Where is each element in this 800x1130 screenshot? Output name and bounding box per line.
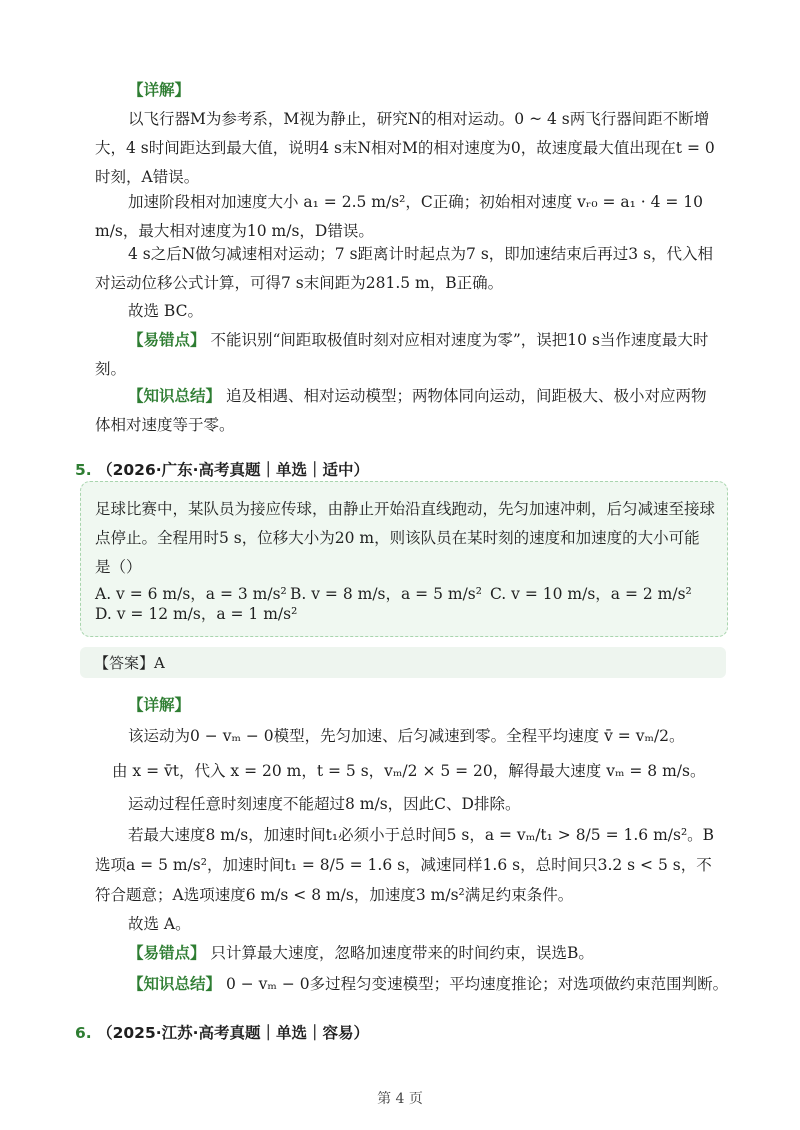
solution-line: 该运动为0 − vₘ − 0模型，先匀加速、后匀减速到零。全程平均速度 v̄ = vₘ/2。	[128, 727, 685, 745]
summary-text: 0 − vₘ − 0多过程匀变速模型；平均速度推论；对选项做约束范围判断。	[225, 975, 729, 993]
question-source: （2025·江苏·高考真题｜单选｜容易）	[97, 1024, 370, 1042]
explanation-paragraph: 加速阶段相对加速度大小 a₁ = 2.5 m/s²，C正确；初始相对速度 vᵣ₀ = a₁ · 4 = 10 m/s，最大相对速度为10 m/s，D错误。	[95, 193, 704, 240]
mistake-paragraph	[128, 939, 594, 968]
mistake-text: 不能识别“间距取极值时刻对应相对速度为零”，误把10 s当作速度最大时刻。	[95, 331, 709, 378]
page-number: 第 4 页	[377, 1091, 423, 1107]
question-number: 6.	[75, 1024, 92, 1042]
question-header	[75, 458, 369, 480]
mistake-paragraph	[95, 326, 720, 384]
question-stem: 足球比赛中，某队员为接应传球，由静止开始沿直线跑动，先匀加速冲刺，后匀减速至接球点停止。全程用时5 s，位移大小为20 m，则该队员在某时刻的速度和加速度的大小可能是（）	[95, 500, 716, 576]
solution-line: 由 x = v̄t，代入 x = 20 m，t = 5 s，vₘ/2 × 5 = 20，解得最大速度 vₘ = 8 m/s。	[112, 762, 706, 780]
conclusion-text: 故选 BC。	[128, 302, 203, 320]
answer-bar	[80, 647, 726, 678]
summary-label: 【知识总结】	[128, 975, 222, 993]
option-c: C. v = 10 m/s，a = 2 m/s²	[490, 585, 692, 603]
option-b: B. v = 8 m/s，a = 5 m/s²	[290, 585, 482, 603]
solution-line: 运动过程任意时刻速度不能超过8 m/s，因此C、D排除。	[128, 795, 521, 813]
explanation-paragraph: 以飞行器M为参考系，M视为静止，研究N的相对运动。0 ~ 4 s两飞行器间距不断增大，4 s时间距达到最大值，说明4 s末N相对M的相对速度为0，故速度最大值出现在t = 0时刻，A错误。	[95, 110, 715, 186]
mistake-label: 【易错点】	[128, 944, 206, 962]
summary-paragraph	[95, 382, 720, 440]
summary-paragraph	[128, 970, 728, 999]
summary-text: 追及相遇、相对运动模型；两物体同向运动，间距极大、极小对应两物体相对速度等于零。	[95, 387, 707, 434]
detail-label: 【详解】	[128, 696, 191, 714]
question-header	[75, 1021, 369, 1043]
option-a: A. v = 6 m/s，a = 3 m/s²	[95, 585, 287, 603]
question-number: 5.	[75, 461, 92, 479]
mistake-text: 只计算最大速度，忽略加速度带来的时间约束，误选B。	[210, 944, 594, 962]
conclusion-text: 故选 A。	[128, 915, 191, 933]
solution-paragraph: 若最大速度8 m/s，加速时间t₁必须小于总时间5 s，a = vₘ/t₁ > 8/5 = 1.6 m/s²。B选项a = 5 m/s²，加速时间t₁ = 8/5 = 1.6 s，减速同样1.6 s，总时间只3.2 s < 5 s，不符合题意；A选项速度6 m/s < 8 m/s，加速度3 m/s²满足约束条件。	[95, 826, 715, 904]
question-source: （2026·广东·高考真题｜单选｜适中）	[97, 461, 370, 479]
summary-label: 【知识总结】	[128, 387, 222, 405]
mistake-label: 【易错点】	[128, 331, 206, 349]
explanation-paragraph: 4 s之后N做匀减速相对运动；7 s距离计时起点为7 s，即加速结束后再过3 s，代入相对运动位移公式计算，可得7 s末间距为281.5 m，B正确。	[95, 245, 714, 292]
answer-text: 【答案】A	[94, 654, 165, 672]
detail-label: 【详解】	[128, 81, 191, 99]
option-d: D. v = 12 m/s，a = 1 m/s²	[95, 605, 298, 623]
